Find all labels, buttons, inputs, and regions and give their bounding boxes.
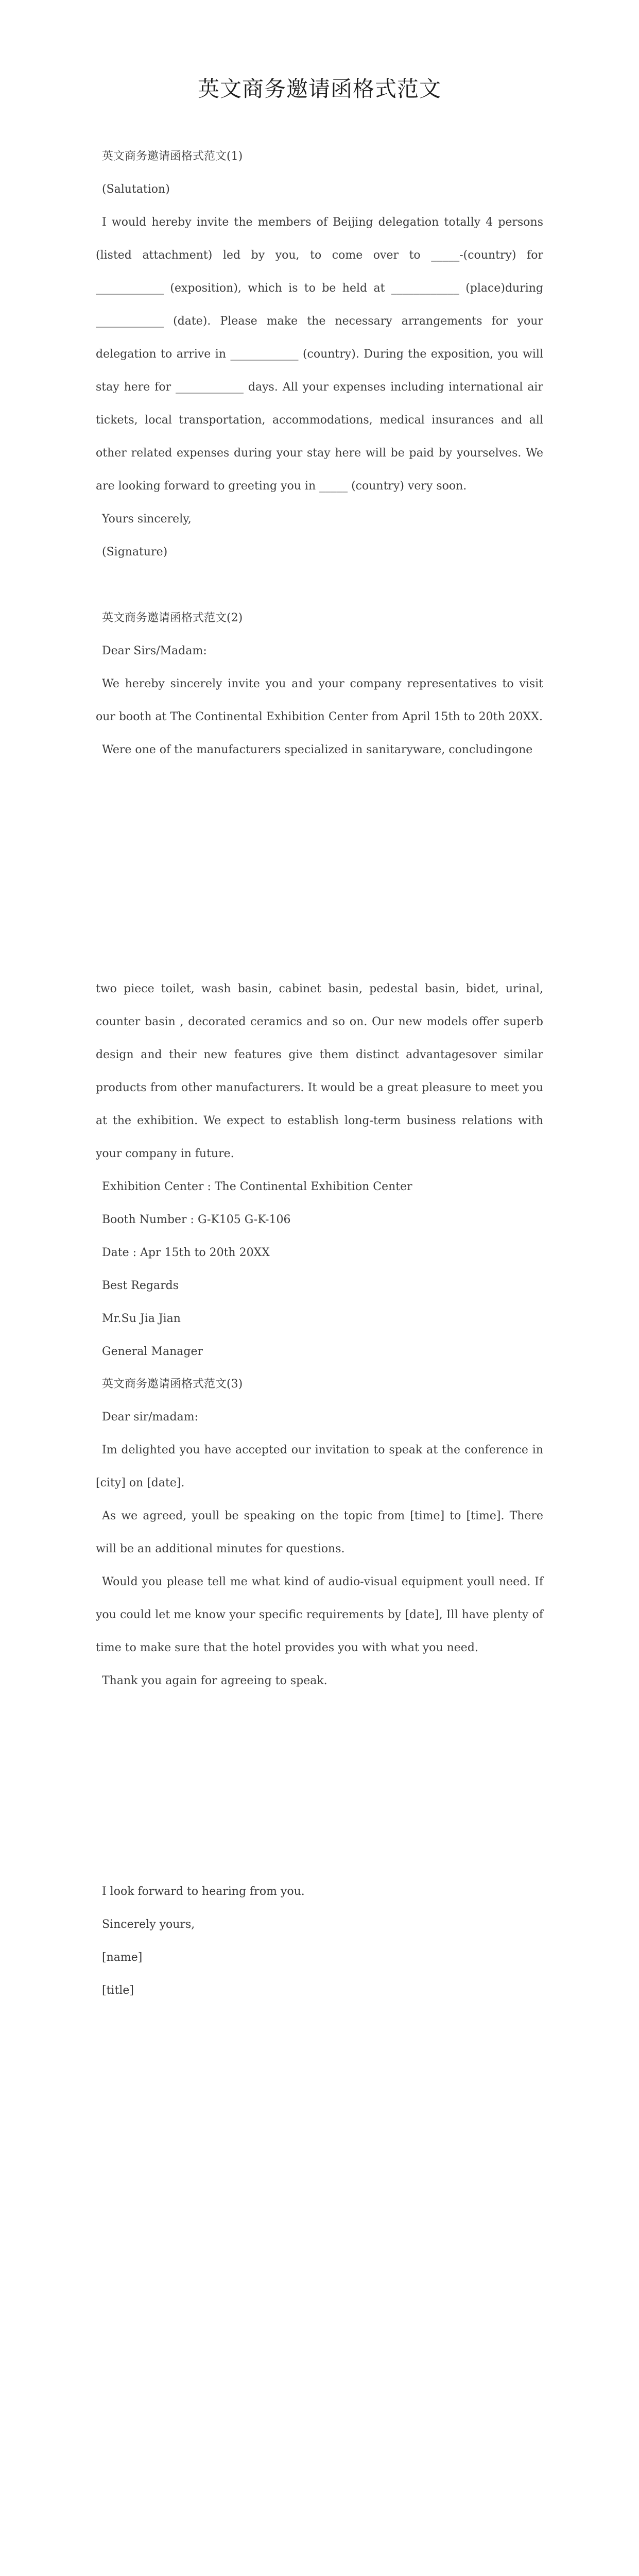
letter-3-paragraph-5: I look forward to hearing from you. bbox=[102, 1885, 305, 1898]
letter-2-sender-position: General Manager bbox=[102, 1345, 203, 1358]
letter-2 bbox=[96, 602, 543, 767]
letter-3-closing: Sincerely yours, bbox=[102, 1918, 195, 1931]
booth-number-line: Booth Number : G-K105 G-K-106 bbox=[102, 1213, 291, 1226]
letter-3-paragraph-1: Im delighted you have accepted our invitation to speak at the conference in [city] on [date]. bbox=[96, 1444, 543, 1489]
letter-3-paragraph-4: Thank you again for agreeing to speak. bbox=[102, 1674, 327, 1687]
exhibition-center-line: Exhibition Center : The Continental Exhibition Center bbox=[102, 1180, 412, 1193]
letter-3 bbox=[96, 1368, 543, 1698]
letter-2-paragraph-1: We hereby sincerely invite you and your company representatives to visit our booth at The Continental Exhibition Center from April 15th to 20th 20XX. bbox=[96, 677, 543, 723]
exhibition-date-line: Date : Apr 15th to 20th 20XX bbox=[102, 1246, 270, 1259]
letter-3-heading: 英文商务邀请函格式范文(3) bbox=[102, 1378, 243, 1391]
letter-2-continued bbox=[96, 973, 543, 1368]
letter-2-heading: 英文商务邀请函格式范文(2) bbox=[102, 612, 243, 624]
letter-1-body: I would hereby invite the members of Beijing delegation totally 4 persons (listed attachment) led by you, to come over to _____-(country) for ____________ (exposition), which is to be held at ____________ (place)during ____________ (date). Please make the necessary arrangements for your delegation to arrive in ____________ (country). During the exposition, you will stay here for ____________ days. All your expenses including international air tickets, local transportation, accommodations, medical insurances and all other related expenses during your stay here will be paid by yourselves. We are looking forward to greeting you in _____ (country) very soon. bbox=[96, 216, 543, 493]
letter-2-paragraph-2-start: Were one of the manufacturers specialized in sanitaryware, concludingone bbox=[102, 743, 533, 756]
letter-1-salutation: (Salutation) bbox=[102, 183, 170, 196]
letter-3-paragraph-2: As we agreed, youll be speaking on the topic from [time] to [time]. There will be an additional minutes for questions. bbox=[96, 1510, 543, 1555]
letter-3-paragraph-3: Would you please tell me what kind of audio-visual equipment youll need. If you could let me know your specific requirements by [date], Ill have plenty of time to make sure that the hotel provides you with what you need. bbox=[96, 1575, 543, 1654]
letter-2-sender-name: Mr.Su Jia Jian bbox=[102, 1312, 181, 1325]
letter-3-salutation: Dear sir/madam: bbox=[102, 1411, 198, 1423]
letter-1-signature: (Signature) bbox=[102, 546, 168, 558]
letter-3-continued bbox=[96, 1875, 543, 2007]
page-title: 英文商务邀请函格式范文 bbox=[197, 76, 441, 101]
letter-2-paragraph-2-continued: two piece toilet, wash basin, cabinet basin, pedestal basin, bidet, urinal, counter basin , decorated ceramics and so on. Our new models offer superb design and their new features give them distinct advantagesover similar products from other manufacturers. It would be a great pleasure to meet you at the exhibition. We expect to establish long-term business relations with your company in future. bbox=[96, 982, 543, 1160]
letter-1-closing: Yours sincerely, bbox=[102, 513, 192, 526]
letter-2-salutation: Dear Sirs/Madam: bbox=[102, 645, 207, 657]
letter-1 bbox=[96, 140, 543, 569]
letter-3-sender-name: [name] bbox=[102, 1951, 143, 1964]
letter-3-sender-title: [title] bbox=[102, 1984, 134, 1997]
letter-2-regards: Best Regards bbox=[102, 1279, 179, 1292]
letter-1-heading: 英文商务邀请函格式范文(1) bbox=[102, 150, 243, 163]
